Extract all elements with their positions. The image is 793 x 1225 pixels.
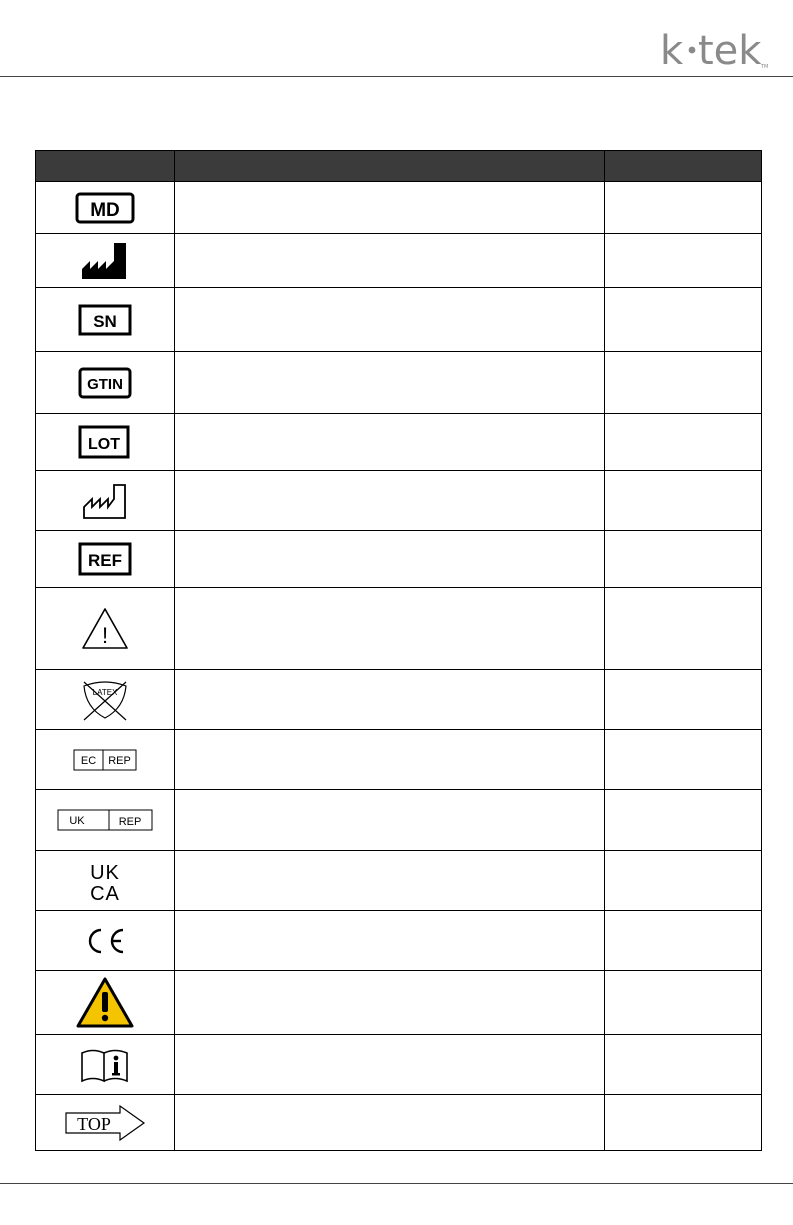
table-row: [36, 790, 762, 851]
ec-rep-icon: [73, 749, 137, 771]
uk-rep-icon: [57, 809, 153, 831]
reference-cell: [605, 1035, 762, 1095]
reference-cell: [605, 182, 762, 234]
warning-icon: [75, 976, 135, 1030]
description-cell: [175, 730, 605, 790]
header-description: [175, 151, 605, 182]
svg-text:k: k: [660, 28, 684, 72]
svg-text:TM: TM: [761, 64, 769, 70]
consult-instructions-icon: [79, 1047, 131, 1083]
svg-text:GTIN: GTIN: [87, 375, 123, 393]
description-cell: [175, 670, 605, 730]
reference-cell: [605, 851, 762, 911]
table-row: [36, 288, 762, 352]
description-cell: [175, 1095, 605, 1151]
svg-text:REP: REP: [108, 754, 131, 767]
reference-cell: [605, 234, 762, 288]
table-row: [36, 471, 762, 531]
svg-text:CA: CA: [90, 882, 120, 903]
svg-text:LOT: LOT: [88, 436, 120, 453]
ce-mark-icon: [83, 927, 127, 955]
reference-cell: [605, 288, 762, 352]
description-cell: [175, 352, 605, 414]
svg-text:EC: EC: [80, 754, 97, 767]
svg-text:MD: MD: [90, 199, 120, 221]
svg-text:SN: SN: [93, 311, 117, 331]
catalogue-number-icon: [78, 542, 132, 576]
svg-text:UK: UK: [69, 815, 85, 827]
reference-cell: [605, 790, 762, 851]
svg-text:!: !: [101, 622, 109, 648]
table-row: [36, 730, 762, 790]
description-cell: [175, 414, 605, 471]
header-reference: [605, 151, 762, 182]
ukca-mark-icon: [83, 859, 127, 903]
table-row: [36, 414, 762, 471]
reference-cell: [605, 911, 762, 971]
description-cell: [175, 790, 605, 851]
reference-cell: [605, 670, 762, 730]
description-cell: [175, 851, 605, 911]
table-header-row: [36, 151, 762, 182]
table-row: [36, 588, 762, 670]
reference-cell: [605, 471, 762, 531]
table-row: [36, 531, 762, 588]
svg-text:REF: REF: [88, 551, 122, 570]
top-arrow-icon: [64, 1104, 146, 1142]
table-row: [36, 352, 762, 414]
table-row: [36, 670, 762, 730]
svg-text:LATEX: LATEX: [92, 687, 118, 697]
reference-cell: [605, 531, 762, 588]
table-row: [36, 1035, 762, 1095]
medical-device-icon: [75, 192, 135, 224]
table-row: [36, 234, 762, 288]
description-cell: [175, 234, 605, 288]
manufacturer-icon: [80, 241, 130, 281]
latex-free-icon: [80, 678, 130, 722]
reference-cell: [605, 352, 762, 414]
top-divider: [0, 76, 793, 77]
symbols-table: [35, 150, 762, 1151]
header-symbol: [36, 151, 175, 182]
description-cell: [175, 588, 605, 670]
table-row: [36, 851, 762, 911]
svg-text:UK: UK: [90, 861, 120, 884]
svg-text:REP: REP: [118, 816, 142, 828]
date-of-manufacture-icon: [81, 481, 129, 521]
description-cell: [175, 182, 605, 234]
table-row: [36, 971, 762, 1035]
table-row: [36, 182, 762, 234]
lot-number-icon: [78, 425, 132, 459]
description-cell: [175, 288, 605, 352]
description-cell: [175, 971, 605, 1035]
description-cell: [175, 911, 605, 971]
caution-icon: [80, 606, 130, 652]
table-row: [36, 1095, 762, 1151]
reference-cell: [605, 1095, 762, 1151]
reference-cell: [605, 414, 762, 471]
table-row: [36, 911, 762, 971]
k-tek-logo: [660, 28, 770, 72]
description-cell: [175, 1035, 605, 1095]
bottom-divider: [0, 1183, 793, 1184]
reference-cell: [605, 730, 762, 790]
description-cell: [175, 471, 605, 531]
reference-cell: [605, 588, 762, 670]
serial-number-icon: [78, 304, 132, 336]
reference-cell: [605, 971, 762, 1035]
gtin-icon: [78, 367, 132, 399]
svg-text:TOP: TOP: [77, 1113, 111, 1134]
svg-text:tek: tek: [698, 28, 762, 72]
description-cell: [175, 531, 605, 588]
